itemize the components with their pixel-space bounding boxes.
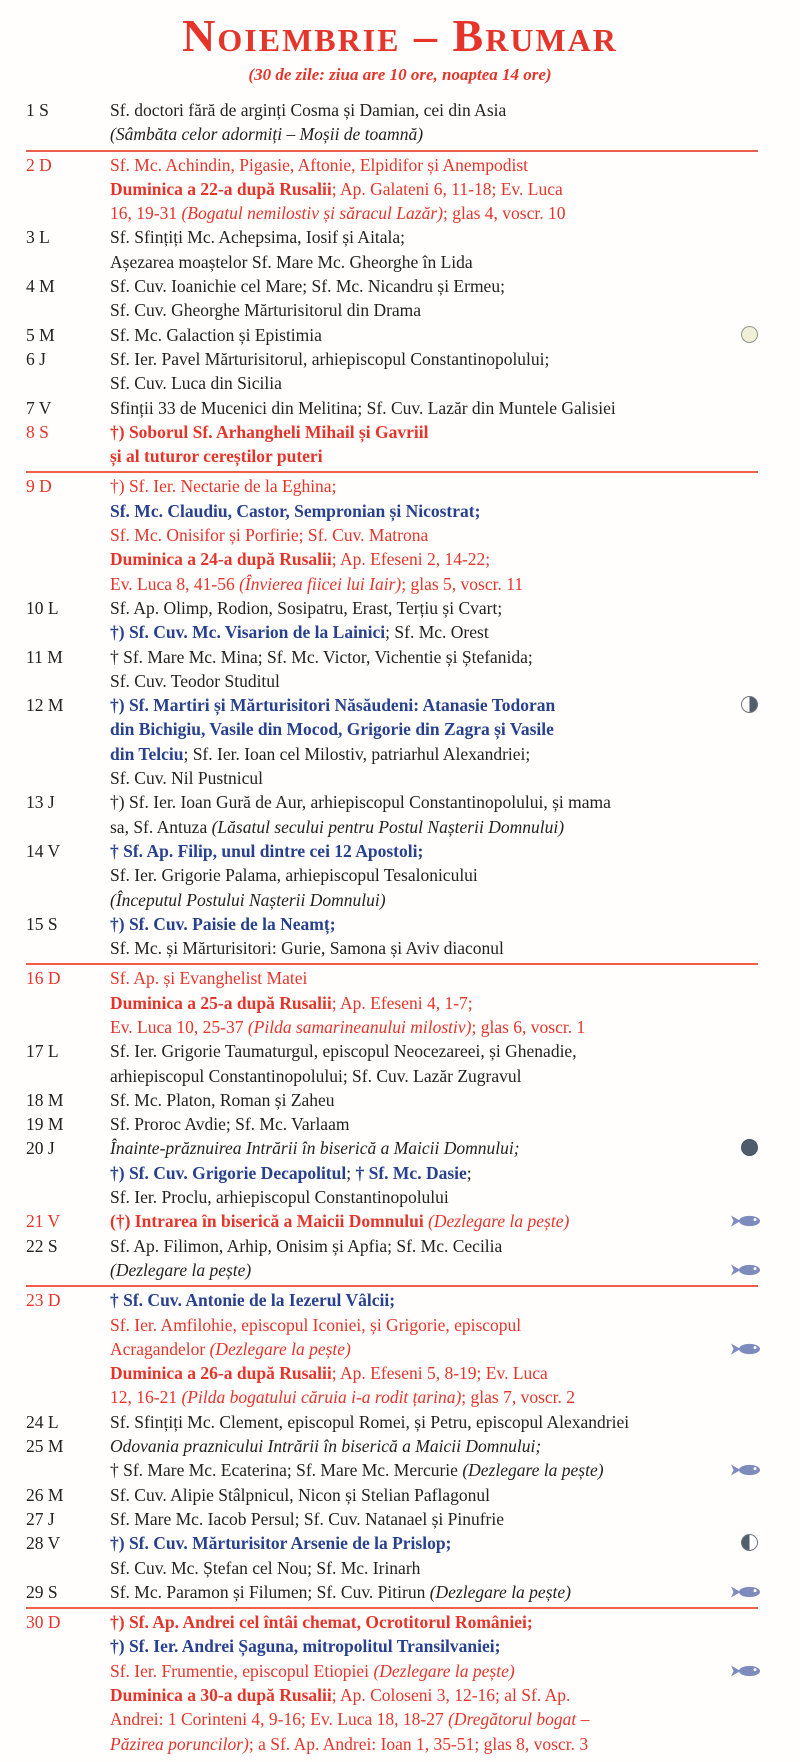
text-segment: ; Ap. Efeseni 5, 8-19; Ev. Luca	[331, 1363, 548, 1384]
calendar-line	[110, 1039, 758, 1063]
text-segment: Sf. Mare Mc. Iacob Persul; Sf. Cuv. Natanael și Pinufrie	[110, 1508, 504, 1529]
calendar-line	[110, 1112, 758, 1136]
text-segment: (Dezlegare la pește)	[110, 1259, 252, 1280]
text-segment: Sf. Cuv. Alipie Stâlpnicul, Nicon și Stelian Paflagonul	[110, 1484, 490, 1505]
text-segment: Sf. Cuv. Nil Pustnicul	[110, 768, 263, 789]
calendar-line	[110, 1088, 758, 1112]
text-segment: (Dezlegare la pește)	[373, 1660, 515, 1681]
day-row	[26, 693, 758, 790]
day-row	[26, 912, 758, 961]
text-segment: Sf. Mc. Claudiu, Castor, Sempronian și Nicostrat;	[110, 500, 481, 521]
day-entry	[110, 1209, 758, 1233]
calendar-line	[110, 1483, 758, 1507]
text-segment: din Telciu	[110, 743, 184, 764]
text-segment: Acragandelor	[110, 1338, 210, 1359]
day-row	[26, 420, 758, 469]
calendar-line	[110, 1531, 758, 1555]
day-entry	[110, 347, 758, 396]
calendar-line	[110, 912, 758, 936]
day-row	[26, 150, 758, 226]
day-row	[26, 323, 758, 347]
text-segment: †) Sf. Cuv. Mc. Visarion de la Lainici	[110, 622, 386, 643]
text-segment: Sf. Cuv. Gheorghe Mărturisitorul din Drama	[110, 300, 422, 321]
calendar-line	[110, 1732, 758, 1756]
text-segment: (†) Intrarea în biserică a Maicii Domnului	[110, 1211, 429, 1232]
day-date: 22 S	[26, 1235, 58, 1256]
text-segment: (Începutul Postului Nașterii Domnului)	[110, 889, 386, 910]
text-segment: Sf. Ier. Frumentie, episcopul Etiopiei	[110, 1660, 374, 1681]
text-segment: Duminica a 26-a după Rusalii	[110, 1363, 332, 1384]
text-segment: (Pilda samarineanului milostiv)	[247, 1016, 472, 1037]
fish-icon	[730, 1214, 764, 1228]
day-row	[26, 1434, 758, 1483]
day-entry	[110, 693, 758, 790]
calendar-line	[110, 153, 758, 177]
day-entry	[110, 1531, 758, 1580]
calendar-line	[110, 323, 758, 347]
day-date: 21 V	[26, 1211, 61, 1232]
text-segment: Sf. Mc. Paramon și Filumen; Sf. Cuv. Pitirun	[110, 1581, 430, 1602]
day-entry	[110, 1507, 758, 1531]
text-segment: ;	[346, 1162, 356, 1183]
day-date: 23 D	[26, 1290, 61, 1311]
text-segment: Așezarea moaștelor Sf. Mare Mc. Gheorghe în Lida	[110, 251, 473, 272]
day-date: 18 M	[26, 1089, 64, 1110]
day-row	[26, 98, 758, 147]
full-moon-icon	[741, 326, 758, 343]
calendar-line	[110, 620, 758, 644]
new-moon-icon	[741, 1139, 758, 1156]
text-segment: †) Sf. Ier. Andrei Șaguna, mitropolitul Transilvaniei;	[110, 1636, 501, 1657]
calendar-line	[110, 1385, 758, 1409]
text-segment: Sf. Ier. Amfilohie, episcopul Iconiei, și Grigorie, episcopul	[110, 1314, 522, 1335]
calendar-line	[110, 1458, 758, 1482]
day-entry	[110, 912, 758, 961]
text-segment: din Bichigiu, Vasile din Mocod, Grigorie din Zagra și Vasile	[110, 719, 554, 740]
day-entry	[110, 153, 758, 226]
calendar-line	[110, 790, 758, 814]
calendar-line	[110, 274, 758, 298]
day-row	[26, 1285, 758, 1409]
text-segment: (Bogatul nemilostiv și săracul Lazăr)	[181, 203, 443, 224]
day-date: 29 S	[26, 1581, 58, 1602]
text-segment: ; glas 4, voscr. 10	[442, 203, 566, 224]
text-segment: † Sf. Mc. Dasie	[355, 1162, 467, 1183]
text-segment: Păzirea poruncilor)	[110, 1733, 249, 1754]
text-segment: Sf. Ier. Proclu, arhiepiscopul Constantinopolului	[110, 1187, 449, 1208]
day-date: 15 S	[26, 913, 58, 934]
text-segment: †) Sf. Cuv. Paisie de la Neamț;	[110, 913, 336, 934]
day-entry	[110, 1288, 758, 1409]
fish-icon	[730, 1342, 764, 1356]
day-date: 13 J	[26, 792, 55, 813]
day-entry	[110, 966, 758, 1039]
calendar-line	[110, 1064, 758, 1088]
day-entry	[110, 98, 758, 147]
day-date: 9 D	[26, 476, 52, 497]
calendar-line	[110, 1556, 758, 1580]
text-segment: (Pilda bogatului căruia i-a rodit țarina)	[181, 1387, 462, 1408]
calendar-line	[110, 966, 758, 990]
calendar-line	[110, 1234, 758, 1258]
day-date: 20 J	[26, 1138, 55, 1159]
day-date: 24 L	[26, 1411, 59, 1432]
text-segment: (Sâmbăta celor adormiți – Moșii de toamnă)	[110, 124, 424, 145]
day-entry	[110, 596, 758, 645]
calendar-line	[110, 596, 758, 620]
text-segment: și al tuturor cereștilor puteri	[110, 446, 323, 467]
text-segment: Duminica a 22-a după Rusalii	[110, 178, 332, 199]
text-segment: (Dezlegare la pește)	[429, 1581, 571, 1602]
text-segment: arhiepiscopul Constantinopolului; Sf. Cuv. Lazăr Zugravul	[110, 1065, 522, 1086]
text-segment: †) Sf. Ier. Nectarie de la Eghina;	[110, 476, 337, 497]
text-segment: ; glas 5, voscr. 11	[401, 573, 524, 594]
calendar-line	[110, 815, 758, 839]
day-row	[26, 471, 758, 595]
calendar-line	[110, 396, 758, 420]
text-segment: †) Sf. Martiri și Mărturisitori Năsăudeni: Atanasie Todoran	[110, 695, 556, 716]
calendar-line	[110, 1580, 758, 1604]
text-segment: ; Sf. Ier. Ioan cel Milostiv, patriarhul Alexandriei;	[183, 743, 531, 764]
calendar-line	[110, 645, 758, 669]
calendar-line	[110, 523, 758, 547]
text-segment: Sf. Cuv. Luca din Sicilia	[110, 373, 282, 394]
day-entry	[110, 1610, 758, 1756]
text-segment: Sf. Mc. Platon, Roman și Zaheu	[110, 1089, 335, 1110]
text-segment: Sf. Ap. Filimon, Arhip, Onisim și Apfia; Sf. Mc. Cecilia	[110, 1235, 503, 1256]
text-segment: sa, Sf. Antuza	[110, 816, 212, 837]
day-entry	[110, 1410, 758, 1434]
text-segment: Sf. doctori fără de arginți Cosma și Damian, cei din Asia	[110, 100, 507, 120]
text-segment: †) Sf. Ap. Andrei cel întâi chemat, Ocrotitorul României;	[110, 1612, 533, 1633]
day-entry	[110, 1088, 758, 1112]
day-entry	[110, 839, 758, 912]
text-segment: Sf. Sfințiți Mc. Achepsima, Iosif și Aitala;	[110, 227, 406, 248]
day-row	[26, 963, 758, 1039]
calendar-line	[110, 1015, 758, 1039]
calendar-line	[110, 499, 758, 523]
calendar-line	[110, 98, 758, 122]
day-date: 26 M	[26, 1484, 64, 1505]
calendar-line	[110, 1410, 758, 1434]
day-entry	[110, 225, 758, 274]
text-segment: Ev. Luca 10, 25-37	[110, 1016, 248, 1037]
text-segment: (Dezlegare la pește)	[462, 1460, 604, 1481]
day-row	[26, 1531, 758, 1580]
calendar-line	[110, 742, 758, 766]
text-segment: Duminica a 30-a după Rusalii	[110, 1685, 332, 1705]
text-segment: Sfinții 33 de Mucenici din Melitina; Sf. Cuv. Lazăr din Muntele Galisiei	[110, 397, 616, 418]
day-row	[26, 1234, 758, 1283]
calendar-line	[110, 1634, 758, 1658]
day-row	[26, 1607, 758, 1756]
calendar-days	[0, 86, 800, 1756]
text-segment: ; glas 7, voscr. 2	[461, 1387, 576, 1408]
text-segment: Duminica a 25-a după Rusalii	[110, 992, 332, 1013]
day-entry	[110, 274, 758, 323]
text-segment: Sf. Cuv. Ioanichie cel Mare; Sf. Mc. Nicandru și Ermeu;	[110, 276, 505, 297]
day-row	[26, 347, 758, 396]
calendar-line	[110, 991, 758, 1015]
day-row	[26, 1580, 758, 1604]
text-segment: Ev. Luca 8, 41-56	[110, 573, 240, 594]
day-entry	[110, 1580, 758, 1604]
calendar-line	[110, 1337, 758, 1361]
calendar-line	[110, 936, 758, 960]
day-entry	[110, 1483, 758, 1507]
text-segment: Sf. Cuv. Teodor Studitul	[110, 670, 280, 691]
fish-icon	[730, 1263, 764, 1277]
fish-icon	[730, 1463, 764, 1477]
text-segment: ; a Sf. Ap. Andrei: Ioan 1, 35-51; glas 8, voscr. 3	[248, 1733, 589, 1754]
calendar-line	[110, 1707, 758, 1731]
text-segment: ; Ap. Galateni 6, 11-18; Ev. Luca	[331, 178, 563, 199]
calendar-line	[110, 693, 758, 717]
text-segment: ; Ap. Coloseni 3, 12-16; al Sf. Ap.	[331, 1685, 571, 1705]
day-entry	[110, 645, 758, 694]
day-date: 27 J	[26, 1508, 55, 1529]
calendar-line	[110, 717, 758, 741]
day-row	[26, 596, 758, 645]
text-segment: (Dregătorul bogat –	[448, 1709, 590, 1730]
fish-icon	[730, 1664, 764, 1678]
text-segment: † Sf. Ap. Filip, unul dintre cei 12 Apostoli;	[110, 840, 424, 861]
text-segment: † Sf. Mare Mc. Mina; Sf. Mc. Victor, Vichentie și Ștefanida;	[110, 646, 533, 667]
text-segment: 12, 16-21	[110, 1387, 182, 1408]
day-row	[26, 790, 758, 839]
text-segment: † Sf. Mare Mc. Ecaterina; Sf. Mare Mc. Mercurie	[110, 1460, 463, 1481]
day-row	[26, 1209, 758, 1233]
day-entry	[110, 396, 758, 420]
calendar-line	[110, 1610, 758, 1634]
calendar-line	[110, 839, 758, 863]
day-date: 8 S	[26, 421, 49, 442]
text-segment: (Dezlegare la pește)	[209, 1338, 351, 1359]
text-segment: 16, 19-31	[110, 203, 182, 224]
text-segment: (Dezlegare la pește)	[428, 1211, 570, 1232]
calendar-line	[110, 1288, 758, 1312]
calendar-line	[110, 1683, 758, 1707]
text-segment: †) Sf. Cuv. Mărturisitor Arsenie de la Prislop;	[110, 1533, 452, 1554]
text-segment: Sf. Ap. și Evanghelist Matei	[110, 968, 308, 989]
day-date: 4 M	[26, 276, 55, 297]
day-entry	[110, 1434, 758, 1483]
day-row	[26, 1088, 758, 1112]
text-segment: Înainte-prăznuirea Intrării în biserică a Maicii Domnului;	[110, 1138, 520, 1159]
day-date: 14 V	[26, 840, 61, 861]
day-date: 3 L	[26, 227, 50, 248]
calendar-line	[110, 298, 758, 322]
calendar-line	[110, 1659, 758, 1683]
text-segment: Sf. Ap. Olimp, Rodion, Sosipatru, Erast, Terțiu și Cvart;	[110, 597, 503, 618]
calendar-line	[110, 1361, 758, 1385]
day-row	[26, 645, 758, 694]
day-row	[26, 1039, 758, 1088]
month-subtitle: (30 de zile: ziua are 10 ore, noaptea 14 ore)	[248, 65, 552, 84]
calendar-line	[110, 1507, 758, 1531]
day-row	[26, 225, 758, 274]
text-segment: †) Soborul Sf. Arhangheli Mihail și Gavriil	[110, 421, 429, 442]
text-segment: Sf. Ier. Grigorie Palama, arhiepiscopul Tesalonicului	[110, 865, 478, 886]
calendar-line	[110, 1209, 758, 1233]
text-segment: Sf. Ier. Grigorie Taumaturgul, episcopul Neocezareei, și Ghenadie,	[110, 1041, 577, 1062]
day-date: 19 M	[26, 1114, 64, 1135]
day-date: 10 L	[26, 597, 59, 618]
text-segment: ; glas 6, voscr. 1	[471, 1016, 586, 1037]
day-entry	[110, 420, 758, 469]
day-date: 30 D	[26, 1612, 61, 1633]
calendar-line	[110, 766, 758, 790]
text-segment: Sf. Proroc Avdie; Sf. Mc. Varlaam	[110, 1114, 350, 1135]
calendar-line	[110, 1313, 758, 1337]
day-date: 12 M	[26, 695, 64, 716]
calendar-line	[110, 1434, 758, 1458]
text-segment: ; Sf. Mc. Orest	[385, 622, 489, 643]
calendar-line	[110, 888, 758, 912]
day-row	[26, 274, 758, 323]
calendar-line	[110, 250, 758, 274]
last-quarter-moon-icon	[741, 696, 758, 713]
day-date: 6 J	[26, 348, 46, 369]
calendar-line	[110, 1258, 758, 1282]
calendar-line	[110, 669, 758, 693]
day-entry	[110, 474, 758, 595]
text-segment: Sf. Mc. Galaction și Epistimia	[110, 324, 322, 345]
calendar-line	[110, 347, 758, 371]
calendar-line	[110, 547, 758, 571]
month-title: Noiembrie – Brumar	[182, 10, 618, 61]
day-row	[26, 839, 758, 912]
day-date: 16 D	[26, 968, 61, 989]
text-segment: Andrei: 1 Corinteni 4, 9-16; Ev. Luca 18, 18-27	[110, 1709, 449, 1730]
day-date: 11 M	[26, 646, 63, 667]
text-segment: Sf. Mc. și Mărturisitori: Gurie, Samona și Aviv diaconul	[110, 938, 504, 959]
calendar-line	[110, 1161, 758, 1185]
text-segment: Sf. Cuv. Mc. Ștefan cel Nou; Sf. Mc. Irinarh	[110, 1557, 421, 1578]
text-segment: †) Sf. Cuv. Grigorie Decapolitul	[110, 1162, 347, 1183]
day-date: 5 M	[26, 324, 55, 345]
calendar-line	[110, 122, 758, 146]
day-date: 17 L	[26, 1041, 59, 1062]
text-segment: (Învierea fiicei lui Iair)	[239, 573, 402, 594]
day-row	[26, 1483, 758, 1507]
text-segment: Sf. Mc. Onisifor și Porfirie; Sf. Cuv. Matrona	[110, 525, 429, 546]
day-entry	[110, 1039, 758, 1088]
day-date: 28 V	[26, 1533, 61, 1554]
calendar-line	[110, 225, 758, 249]
fish-icon	[730, 1585, 764, 1599]
calendar-line	[110, 201, 758, 225]
text-segment: Duminica a 24-a după Rusalii	[110, 549, 332, 570]
text-segment: Sf. Mc. Achindin, Pigasie, Aftonie, Elpidifor și Anempodist	[110, 154, 529, 175]
calendar-line	[110, 474, 758, 498]
day-entry	[110, 323, 758, 347]
calendar-line	[110, 1136, 758, 1160]
calendar-line	[110, 444, 758, 468]
text-segment: (Lăsatul secului pentru Postul Nașterii Domnului)	[211, 816, 565, 837]
day-row	[26, 1507, 758, 1531]
text-segment: † Sf. Cuv. Antonie de la Iezerul Vâlcii;	[110, 1290, 396, 1311]
text-segment: ; Ap. Efeseni 4, 1-7;	[331, 992, 473, 1013]
day-row	[26, 1136, 758, 1209]
text-segment: Odovania praznicului Intrării în biserică a Maicii Domnului;	[110, 1436, 542, 1457]
text-segment: ; Ap. Efeseni 2, 14-22;	[331, 549, 491, 570]
text-segment: Sf. Sfințiți Mc. Clement, episcopul Romei, și Petru, episcopul Alexandriei	[110, 1411, 630, 1432]
day-date: 1 S	[26, 100, 49, 120]
calendar-line	[110, 177, 758, 201]
page-header	[0, 0, 800, 86]
day-row	[26, 1112, 758, 1136]
day-date: 7 V	[26, 397, 52, 418]
text-segment: ;	[466, 1162, 472, 1183]
calendar-line	[110, 420, 758, 444]
day-row	[26, 396, 758, 420]
calendar-line	[110, 572, 758, 596]
day-row	[26, 1410, 758, 1434]
day-entry	[110, 1136, 758, 1209]
first-quarter-moon-icon	[741, 1534, 758, 1551]
day-date: 2 D	[26, 154, 52, 175]
day-date: 25 M	[26, 1436, 64, 1457]
day-entry	[110, 790, 758, 839]
day-entry	[110, 1234, 758, 1283]
calendar-line	[110, 1185, 758, 1209]
text-segment: †) Sf. Ier. Ioan Gură de Aur, arhiepiscopul Constantinopolului, și mama	[110, 792, 611, 813]
text-segment: Sf. Ier. Pavel Mărturisitorul, arhiepiscopul Constantinopolului;	[110, 348, 550, 369]
calendar-line	[110, 371, 758, 395]
day-entry	[110, 1112, 758, 1136]
calendar-line	[110, 863, 758, 887]
